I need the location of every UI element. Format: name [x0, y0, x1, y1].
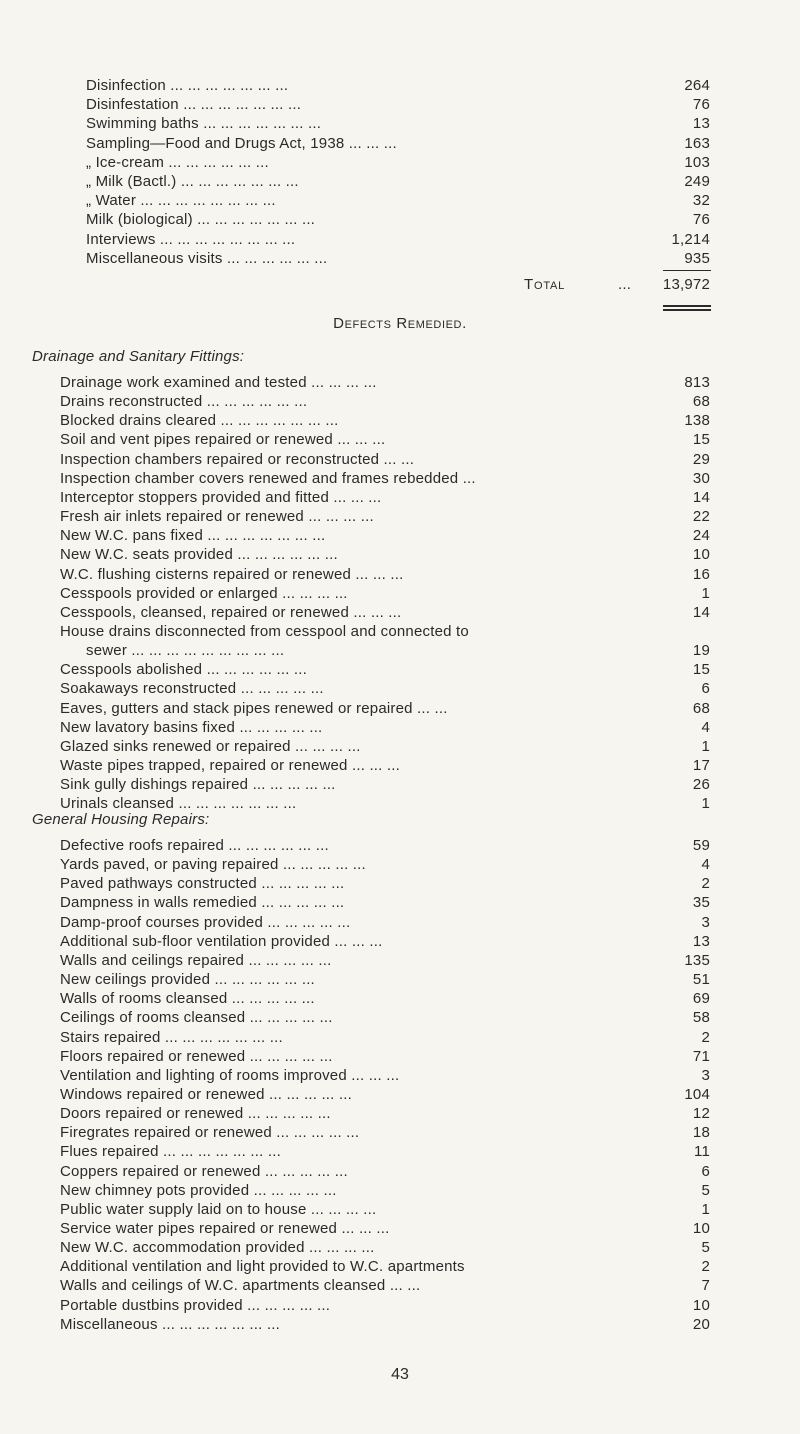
row-value: 68	[692, 699, 710, 717]
row-label: Glazed sinks renewed or repaired ... ... ... ...	[60, 737, 361, 755]
table-row	[0, 660, 800, 680]
row-value: 1	[701, 737, 710, 755]
table-row	[0, 1257, 800, 1277]
row-label: Portable dustbins provided ... ... ... ... ...	[60, 1296, 331, 1314]
row-label: Inspection chambers repaired or reconstructed ... ...	[60, 450, 415, 468]
table-row	[0, 249, 800, 269]
row-label: Sampling—Food and Drugs Act, 1938 ... ... ...	[86, 134, 397, 152]
row-label: Disinfection ... ... ... ... ... ... ...	[86, 77, 289, 94]
row-label: Additional ventilation and light provided to W.C. apartments	[60, 1258, 465, 1276]
page-number: 43	[391, 1366, 409, 1383]
row-value: 14	[692, 603, 710, 621]
table-row	[0, 1162, 800, 1182]
row-value: 13	[692, 932, 710, 950]
row-value: 813	[684, 374, 710, 391]
row-value: 26	[692, 776, 710, 794]
row-value: 17	[692, 757, 710, 774]
table-row	[0, 469, 800, 489]
row-value: 5	[701, 1181, 710, 1199]
row-value: 15	[692, 661, 710, 679]
table-row	[0, 1028, 800, 1048]
table-row	[0, 1008, 800, 1028]
row-label: Flues repaired ... ... ... ... ... ... ...	[60, 1143, 281, 1161]
row-label: Additional sub-floor ventilation provided ... ... ...	[60, 932, 383, 950]
row-label: Cesspools abolished ... ... ... ... ... ...	[60, 661, 308, 679]
row-value: 1	[701, 795, 710, 813]
row-label: Ventilation and lighting of rooms improved ... ... ...	[60, 1066, 400, 1084]
row-value: 10	[692, 546, 710, 564]
table-row	[0, 76, 800, 96]
table-row	[0, 718, 800, 738]
table-row	[0, 1219, 800, 1239]
row-label: Cesspools, cleansed, repaired or renewed ... ... ...	[60, 603, 402, 621]
table-row	[0, 970, 800, 990]
row-value: 7	[701, 1277, 710, 1295]
table-row	[0, 1123, 800, 1143]
table-row	[0, 836, 800, 856]
housing-heading: General Housing Repairs:	[32, 811, 210, 828]
table-row	[0, 411, 800, 431]
row-value: 163	[684, 134, 710, 152]
table-row	[0, 430, 800, 450]
row-label: Yards paved, or paving repaired ... ... ... ... ...	[60, 856, 366, 874]
table-row	[0, 679, 800, 699]
row-value: 4	[701, 718, 710, 736]
row-label: New ceilings provided ... ... ... ... ... ...	[60, 971, 315, 989]
table-row	[0, 584, 800, 604]
table-row	[0, 153, 800, 173]
row-label: Cesspools provided or enlarged ... ... ... ...	[60, 584, 348, 602]
row-label: New chimney pots provided ... ... ... ... ...	[60, 1181, 337, 1199]
row-label: Soil and vent pipes repaired or renewed ... ... ...	[60, 431, 386, 449]
row-label: Miscellaneous ... ... ... ... ... ... ...	[60, 1315, 280, 1333]
table-row	[0, 1085, 800, 1105]
table-row	[0, 230, 800, 250]
table-row	[0, 874, 800, 894]
row-label: Firegrates repaired or renewed ... ... ... ... ...	[60, 1124, 360, 1142]
table-row	[0, 1238, 800, 1258]
row-value: 14	[692, 488, 710, 506]
row-value: 2	[701, 875, 710, 893]
row-label: Sink gully dishings repaired ... ... ... ... ...	[60, 776, 336, 794]
row-value: 59	[692, 837, 710, 854]
row-value: 12	[692, 1105, 710, 1123]
total-dots: ...	[618, 276, 632, 293]
row-label: Waste pipes trapped, repaired or renewed ... ... ...	[60, 757, 401, 774]
row-label: Urinals cleansed ... ... ... ... ... ... ...	[60, 795, 297, 813]
row-value: 135	[684, 951, 710, 969]
row-label: Inspection chamber covers renewed and frames rebedded ...	[60, 469, 476, 487]
row-value: 4	[701, 856, 710, 874]
row-label: Walls and ceilings repaired ... ... ... ... ...	[60, 951, 332, 969]
row-value: 24	[692, 527, 710, 545]
row-value: 76	[692, 211, 710, 229]
row-value: 6	[701, 1162, 710, 1180]
row-value: 69	[692, 990, 710, 1008]
table-row	[0, 1296, 800, 1316]
row-label: Ceilings of rooms cleansed ... ... ... ... ...	[60, 1009, 333, 1027]
row-label: New W.C. pans fixed ... ... ... ... ... ... ...	[60, 527, 326, 545]
row-label: Drainage work examined and tested ... ... ... ...	[60, 374, 377, 391]
table-row	[0, 622, 800, 642]
section-title: Defects Remedied.	[333, 315, 467, 332]
table-row	[0, 134, 800, 154]
row-label: Doors repaired or renewed ... ... ... ... ...	[60, 1105, 331, 1123]
table-row	[0, 95, 800, 115]
row-value: 3	[701, 913, 710, 931]
row-label: Coppers repaired or renewed ... ... ... ... ...	[60, 1162, 348, 1180]
table-row	[0, 210, 800, 230]
row-value: 76	[692, 96, 710, 114]
row-value: 15	[692, 431, 710, 449]
total-label: Total	[524, 276, 566, 293]
table-row	[0, 450, 800, 470]
table-row	[0, 392, 800, 412]
row-label: Stairs repaired ... ... ... ... ... ... ...	[60, 1028, 283, 1046]
table-row	[0, 737, 800, 757]
table-row	[0, 699, 800, 719]
row-label: House drains disconnected from cesspool and connected to	[60, 622, 469, 640]
row-label: Milk (biological) ... ... ... ... ... ... ...	[86, 211, 316, 229]
row-value: 51	[692, 971, 710, 989]
table-row	[0, 603, 800, 623]
row-value: 104	[684, 1085, 710, 1103]
row-label: Blocked drains cleared ... ... ... ... ... ... ...	[60, 412, 339, 430]
row-value: 6	[701, 680, 710, 698]
table-row	[0, 545, 800, 565]
row-label: New W.C. seats provided ... ... ... ... ... ...	[60, 546, 338, 564]
row-value: 1	[701, 1200, 710, 1218]
table-row	[0, 1066, 800, 1086]
row-value: 20	[692, 1315, 710, 1333]
row-value: 264	[684, 77, 710, 94]
table-row	[0, 191, 800, 211]
row-label: Public water supply laid on to house ... ... ... ...	[60, 1200, 377, 1218]
row-label: Service water pipes repaired or renewed ... ... ...	[60, 1220, 390, 1237]
row-label: Walls and ceilings of W.C. apartments cleansed ... ...	[60, 1277, 421, 1295]
row-value: 10	[692, 1296, 710, 1314]
table-row	[0, 373, 800, 393]
row-value: 1	[701, 584, 710, 602]
row-value: 11	[694, 1143, 710, 1161]
table-row	[0, 989, 800, 1009]
row-value: 71	[692, 1047, 710, 1065]
row-label: „ Water ... ... ... ... ... ... ... ...	[86, 192, 276, 210]
row-label: Defective roofs repaired ... ... ... ... ... ...	[60, 837, 329, 854]
row-label: New W.C. accommodation provided ... ... ... ...	[60, 1239, 375, 1257]
row-value: 1,214	[671, 230, 710, 248]
table-row	[0, 893, 800, 913]
row-label: „ Ice-cream ... ... ... ... ... ...	[86, 153, 269, 171]
table-row	[0, 114, 800, 134]
row-value: 68	[692, 393, 710, 411]
row-value: 35	[692, 894, 710, 912]
row-value: 16	[692, 565, 710, 583]
row-label: Miscellaneous visits ... ... ... ... ... ...	[86, 249, 328, 267]
table-row	[0, 932, 800, 952]
row-label: Fresh air inlets repaired or renewed ... ... ... ...	[60, 508, 374, 526]
row-value: 29	[692, 450, 710, 468]
row-value: 103	[684, 153, 710, 171]
table-row	[0, 913, 800, 933]
table-row	[0, 488, 800, 508]
table-row	[0, 641, 800, 661]
row-label: Drains reconstructed ... ... ... ... ... ...	[60, 393, 308, 411]
row-label: Disinfestation ... ... ... ... ... ... ...	[86, 96, 302, 114]
total-value: 13,972	[662, 276, 710, 293]
table-row	[0, 1315, 800, 1335]
row-label: Interceptor stoppers provided and fitted ... ... ...	[60, 488, 382, 506]
row-value: 32	[692, 192, 710, 210]
row-value: 22	[692, 508, 710, 526]
table-row	[0, 1142, 800, 1162]
row-label: Swimming baths ... ... ... ... ... ... ...	[86, 115, 322, 133]
table-row	[0, 565, 800, 585]
row-label: Eaves, gutters and stack pipes renewed or repaired ... ...	[60, 699, 448, 717]
row-label: Interviews ... ... ... ... ... ... ... ...	[86, 230, 296, 248]
row-value: 935	[684, 249, 710, 267]
row-value: 2	[701, 1258, 710, 1276]
table-row	[0, 1104, 800, 1124]
table-row	[0, 172, 800, 192]
row-value: 19	[692, 642, 710, 660]
row-label: „ Milk (Bactl.) ... ... ... ... ... ... ...	[86, 173, 299, 190]
row-label: W.C. flushing cisterns repaired or renewed ... ... ...	[60, 565, 404, 583]
drainage-heading: Drainage and Sanitary Fittings:	[32, 348, 245, 365]
row-label: Floors repaired or renewed ... ... ... ... ...	[60, 1047, 333, 1065]
row-label: Walls of rooms cleansed ... ... ... ... ...	[60, 990, 315, 1008]
row-value: 18	[692, 1124, 710, 1142]
total-top-rule	[663, 270, 711, 271]
row-value: 58	[692, 1009, 710, 1027]
row-value: 10	[692, 1220, 710, 1237]
table-row	[0, 756, 800, 776]
row-value: 5	[701, 1239, 710, 1257]
row-value: 138	[684, 412, 710, 430]
row-label: Damp-proof courses provided ... ... ... ... ...	[60, 913, 351, 931]
row-label: Windows repaired or renewed ... ... ... ... ...	[60, 1085, 353, 1103]
row-label: Dampness in walls remedied ... ... ... ... ...	[60, 894, 345, 912]
table-row	[0, 1181, 800, 1201]
row-label: New lavatory basins fixed ... ... ... ... ...	[60, 718, 323, 736]
table-row	[0, 1047, 800, 1067]
row-value: 3	[701, 1066, 710, 1084]
total-double-rule-1	[663, 305, 711, 307]
row-value: 30	[692, 469, 710, 487]
row-value: 2	[701, 1028, 710, 1046]
table-row	[0, 951, 800, 971]
total-double-rule-2	[663, 309, 711, 311]
table-row	[0, 1200, 800, 1220]
table-row	[0, 775, 800, 795]
total-row	[0, 275, 800, 295]
row-label: sewer ... ... ... ... ... ... ... ... ...	[86, 642, 285, 660]
table-row	[0, 526, 800, 546]
row-label: Soakaways reconstructed ... ... ... ... ...	[60, 680, 324, 698]
table-row	[0, 855, 800, 875]
row-value: 249	[684, 173, 710, 190]
row-value: 13	[692, 115, 710, 133]
table-row	[0, 1276, 800, 1296]
table-row	[0, 507, 800, 527]
row-label: Paved pathways constructed ... ... ... ... ...	[60, 875, 345, 893]
